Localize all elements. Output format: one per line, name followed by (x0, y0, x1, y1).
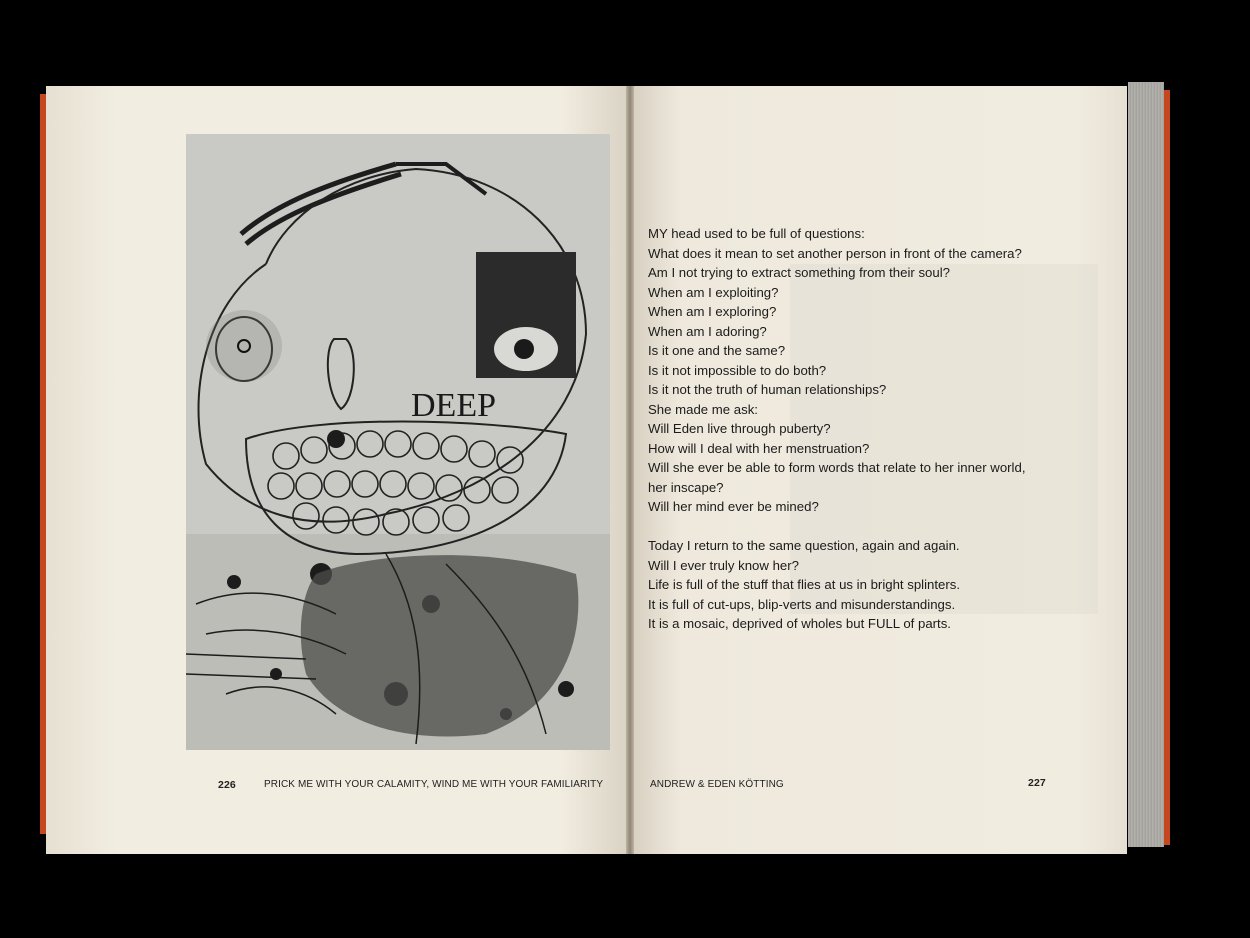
right-page-number: 227 (1028, 777, 1046, 789)
stanza-break (648, 517, 1078, 537)
stanza-one (648, 224, 1078, 517)
poem-line: Is it not the truth of human relationships? (648, 382, 887, 397)
poem-line: It is a mosaic, deprived of wholes but FULL of parts. (648, 616, 951, 631)
book-gutter (626, 86, 634, 854)
poem-line: Will her mind ever be mined? (648, 499, 819, 514)
stanza-two (648, 536, 1078, 634)
poem-text (648, 224, 1078, 634)
poem-line: Will Eden live through puberty? (648, 421, 831, 436)
poem-line: When am I exploiting? (648, 284, 779, 300)
poem-line: MY head used to be full of questions: (648, 226, 865, 241)
poem-line: Will I ever truly know her? (648, 557, 799, 573)
page-edges-right (1128, 82, 1164, 847)
right-running-author: ANDREW & EDEN KÖTTING (650, 779, 784, 790)
poem-line: Today I return to the same question, again and again. (648, 538, 960, 553)
poem-line: Is it one and the same? (648, 343, 786, 358)
poem-line: When am I exploring? (648, 304, 777, 319)
poem-line: What does it mean to set another person in front of the camera? (648, 245, 1022, 261)
poem-line: When am I adoring? (648, 323, 767, 339)
child-drawing-artwork (186, 134, 610, 750)
poem-line: Is it not impossible to do both? (648, 362, 827, 378)
left-page-number: 226 (218, 779, 236, 791)
cover-edge-right (1164, 90, 1170, 845)
poem-line: How will I deal with her menstruation? (648, 440, 870, 456)
left-running-title: PRICK ME WITH YOUR CALAMITY, WIND ME WITH YOUR FAMILIARITY (264, 779, 604, 790)
poem-line: her inscape? (648, 479, 724, 495)
poem-line: It is full of cut-ups, blip-verts and misunderstandings. (648, 596, 956, 612)
poem-line: Am I not trying to extract something from their soul? (648, 265, 950, 280)
poem-line: She made me ask: (648, 401, 758, 417)
poem-line: Will she ever be able to form words that relate to her inner world, (648, 460, 1026, 475)
drawing-svg (186, 134, 610, 750)
poem-line: Life is full of the stuff that flies at us in bright splinters. (648, 577, 961, 592)
artwork-lettering: DEEP (411, 387, 496, 424)
